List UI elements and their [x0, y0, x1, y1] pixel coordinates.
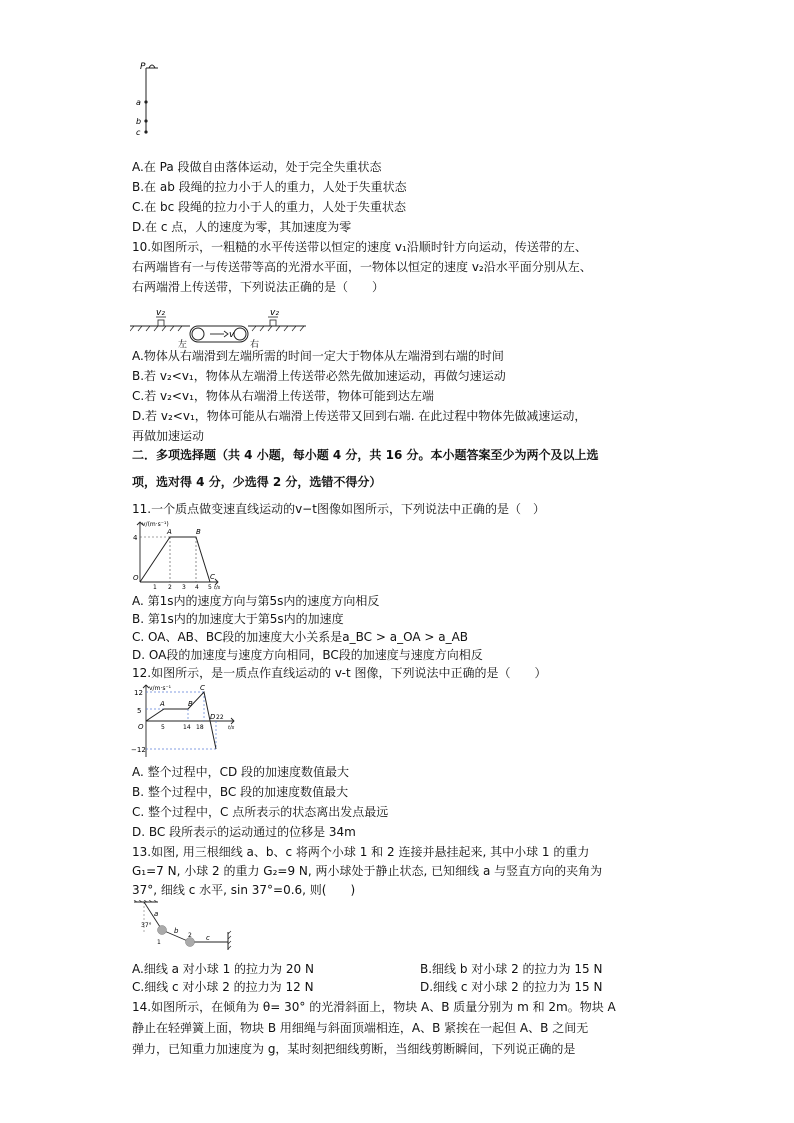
q10-option-b: B.若 v₂<v₁，物体从左端滑上传送带必然先做加速运动，再做匀速运动: [132, 369, 506, 383]
section2-heading-1: 二．多项选择题（共 4 小题，每小题 4 分，共 16 分。本小题答案至少为两个及以上选: [132, 448, 599, 462]
q13-stem-3: 37°, 细线 c 水平, sin 37°=0.6, 则( ): [132, 883, 356, 897]
q13-label-b: b: [174, 927, 179, 935]
q13-option-d: D.细线 c 对小球 2 的拉力为 15 N: [420, 980, 603, 994]
q12-t5: 5: [161, 724, 165, 731]
left-end-label: 左: [178, 340, 188, 348]
q13-stem-1: 13.如图, 用三根细线 a、b、c 将两个小球 1 和 2 连接并悬挂起来, 其中小球 1 的重力: [132, 845, 590, 859]
q11-t2: 2: [168, 584, 172, 590]
q9-option-d: D.在 c 点，人的速度为零，其加速度为零: [132, 220, 352, 234]
q12-C: C: [200, 684, 205, 692]
q10-option-d-2: 再做加速运动: [132, 429, 205, 443]
rope-figure: [134, 58, 164, 138]
q9-option-a: A.在 Pa 段做自由落体运动，处于完全失重状态: [132, 160, 382, 174]
q11-option-c: C. OA、AB、BC段的加速度大小关系是a_BC > a_OA > a_AB: [132, 630, 469, 644]
label-b: b: [136, 117, 142, 126]
q12-option-b: B. 整个过程中，BC 段的加速度数值最大: [132, 785, 349, 799]
belt-v-label: v: [229, 330, 235, 340]
q12-option-d: D. BC 段所表示的运动通过的位移是 34m: [132, 825, 356, 839]
q12-t18: 18: [196, 724, 204, 731]
label-a: a: [136, 98, 141, 107]
q13-label-a: a: [154, 910, 159, 918]
q12-yneg: −12: [131, 746, 146, 754]
section2-heading-2: 项，选对得 4 分，少选得 2 分，选错不得分）: [132, 475, 382, 489]
q11-O: O: [133, 574, 139, 582]
q11-B: B: [196, 528, 201, 536]
q11-stem: 11.一个质点做变速直线运动的v−t图像如图所示，下列说法中正确的是（ ）: [132, 502, 545, 516]
q11-ylabel: v/(m·s⁻¹): [142, 521, 169, 528]
q14-line-3: 弹力，已知重力加速度为 g，某时刻把细线剪断，当细线剪断瞬间，下列说正确的是: [132, 1042, 576, 1056]
label-p: P: [140, 62, 146, 72]
label-c: c: [136, 128, 141, 137]
q12-y5: 5: [137, 707, 142, 715]
q13-strings-figure: [130, 900, 240, 952]
q13-angle: 37°: [141, 922, 152, 929]
q12-stem: 12.如图所示，是一质点作直线运动的 v-t 图像，下列说法中正确的是（ ）: [132, 666, 547, 680]
q10-stem-1: 10.如图所示，一粗糙的水平传送带以恒定的速度 v₁沿顺时针方向运动，传送带的左、: [132, 240, 587, 254]
q12-B: B: [188, 700, 193, 708]
q12-A: A: [160, 700, 165, 708]
q13-ball-2: 2: [188, 932, 192, 939]
q10-option-c: C.若 v₂<v₁，物体从右端滑上传送带，物体可能到达左端: [132, 389, 434, 403]
q11-y4: 4: [133, 534, 138, 542]
q13-option-b: B.细线 b 对小球 2 的拉力为 15 N: [420, 962, 603, 976]
q14-line-1: 14.如图所示，在倾角为 θ= 30° 的光滑斜面上，物块 A、B 质量分别为 m 和 2m。物块 A: [132, 1000, 616, 1014]
q12-D: D: [210, 713, 216, 721]
q11-xlabel: t/s: [214, 585, 220, 590]
q10-stem-2: 右两端皆有一与传送带等高的光滑水平面，一物体以恒定的速度 v₂沿水平面分别从左、: [132, 260, 592, 274]
q12-t22: 22: [216, 714, 224, 721]
q11-t5: 5: [208, 584, 212, 590]
q9-option-c: C.在 bc 段绳的拉力小于人的重力，人处于失重状态: [132, 200, 407, 214]
q12-ylabel: v/m·s⁻¹: [149, 685, 172, 692]
q13-label-c: c: [206, 934, 210, 942]
q13-ball-1: 1: [157, 939, 161, 946]
q11-t4: 4: [195, 584, 199, 590]
q11-t1: 1: [153, 584, 157, 590]
q14-line-2: 静止在轻弹簧上面，物块 B 用细绳与斜面顶端相连，A、B 紧挨在一起但 A、B 之间无: [132, 1021, 589, 1035]
q12-option-c: C. 整个过程中，C 点所表示的状态离出发点最远: [132, 805, 389, 819]
q11-option-a: A. 第1s内的速度方向与第5s内的速度方向相反: [132, 594, 380, 608]
q12-xlabel: t/s: [228, 725, 235, 731]
q12-t14: 14: [183, 724, 191, 731]
q10-stem-3: 右两端滑上传送带，下列说法正确的是（ ）: [132, 280, 385, 294]
q11-t3: 3: [182, 584, 186, 590]
q13-option-a: A.细线 a 对小球 1 的拉力为 20 N: [132, 962, 314, 976]
conveyor-figure: [130, 304, 308, 348]
q10-option-d-1: D.若 v₂<v₁，物体可能从右端滑上传送带又回到右端. 在此过程中物体先做减速运动，: [132, 409, 587, 423]
q12-option-a: A. 整个过程中，CD 段的加速度数值最大: [132, 765, 350, 779]
q11-option-b: B. 第1s内的加速度大于第5s内的加速度: [132, 612, 344, 626]
q13-stem-2: G₁=7 N, 小球 2 的重力 G₂=9 N, 两小球处于静止状态, 已知细线 a 与竖直方向的夹角为: [132, 864, 603, 878]
q13-option-c: C.细线 c 对小球 2 的拉力为 12 N: [132, 980, 314, 994]
v2-left-label: v₂: [156, 308, 165, 318]
v2-right-label: v₂: [270, 308, 279, 318]
q11-A: A: [167, 528, 172, 536]
q12-O: O: [138, 723, 144, 731]
q9-option-b: B.在 ab 段绳的拉力小于人的重力，人处于失重状态: [132, 180, 407, 194]
q10-option-a: A.物体从右端滑到左端所需的时间一定大于物体从左端滑到右端的时间: [132, 349, 504, 363]
q12-vt-graph: [130, 683, 238, 759]
q11-vt-graph: [130, 518, 220, 590]
q11-option-d: D. OA段的加速度与速度方向相同，BC段的加速度与速度方向相反: [132, 648, 483, 662]
q11-C: C: [210, 573, 215, 581]
q12-y12: 12: [134, 689, 143, 697]
right-end-label: 右: [250, 340, 260, 348]
